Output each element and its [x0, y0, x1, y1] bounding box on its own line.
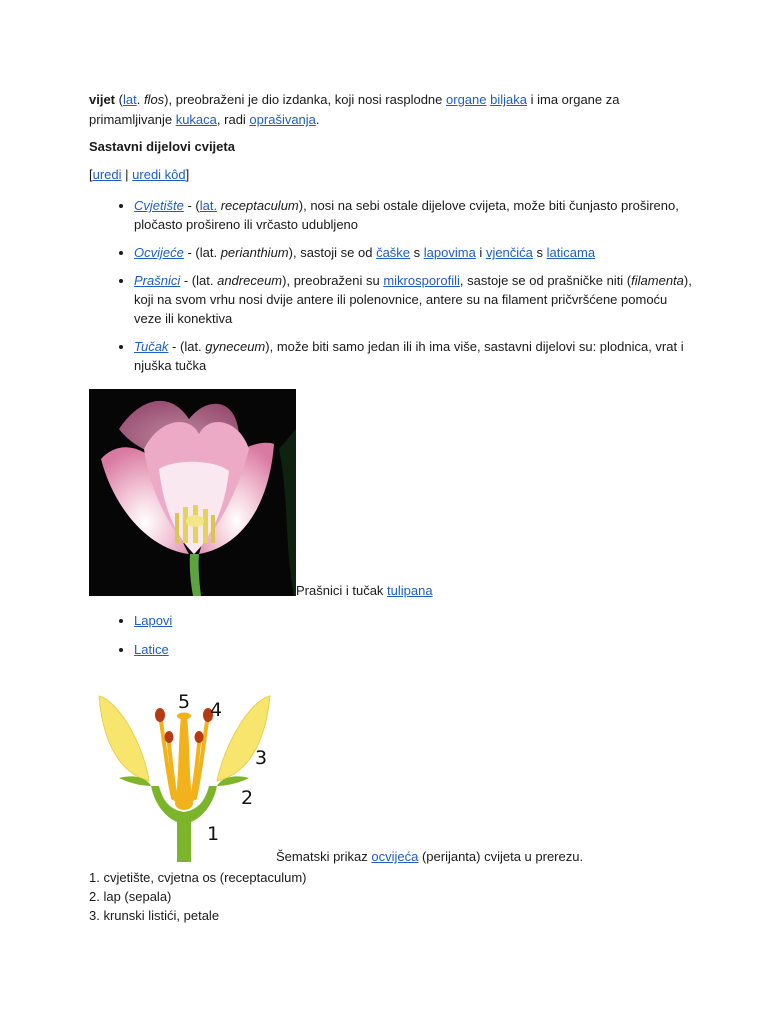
link-vjencica[interactable]: vjenčića [485, 245, 533, 260]
link-laticama[interactable]: laticama [546, 245, 596, 260]
anther [165, 731, 174, 743]
anther [195, 731, 204, 743]
link-lapovi[interactable]: Lapovi [134, 613, 173, 628]
sub-list [89, 611, 172, 669]
text-span: i ima organe za primamljivanje [89, 92, 620, 127]
diagram-legend [89, 868, 306, 925]
edit-link[interactable]: uredi [92, 167, 122, 182]
text-span: ), sastoji se od [288, 245, 377, 260]
text-span: ), preobraženi su [282, 273, 384, 288]
text-span: - ( [183, 198, 200, 213]
caption-text: Prašnici i tučak [296, 583, 388, 598]
link-organe[interactable]: organe [446, 92, 487, 107]
list-item [134, 271, 694, 328]
link-ocvijeca[interactable]: ocvijeća [371, 849, 419, 864]
link-text: Prašnici [134, 273, 181, 288]
intro-paragraph [89, 90, 649, 130]
link-lat[interactable]: lat. [199, 198, 218, 213]
separator: | [121, 167, 133, 182]
petal-left [99, 696, 149, 781]
link-lapovima[interactable]: lapovima [423, 245, 476, 260]
latin-word: filamenta [631, 273, 684, 288]
text-span: s [532, 245, 547, 260]
list-item [134, 196, 694, 234]
label-2: 2 [241, 787, 254, 809]
text-span: - (lat. [183, 245, 221, 260]
edit-links [89, 167, 189, 182]
link-tulipana[interactable]: tulipana [387, 583, 433, 598]
text-span: . [315, 112, 320, 127]
label-1: 1 [207, 823, 220, 845]
text-span: - (lat. [168, 339, 206, 354]
stigma [177, 713, 191, 720]
latin-word: andreceum [217, 273, 283, 288]
text-span: ), može biti samo jedan ili ih ima više, sastavni dijelovi su: plodnica, vrat i njuška tučka [134, 339, 684, 373]
bracket: [ [89, 167, 93, 182]
link-text: Tučak [134, 339, 169, 354]
anther [155, 708, 165, 722]
tulip-photo[interactable] [89, 389, 296, 596]
link-prasnici[interactable] [134, 273, 180, 288]
term-word: vijet [89, 92, 116, 107]
text-span: , radi [216, 112, 250, 127]
text-span: , sastoje se od prašničke niti ( [459, 273, 632, 288]
link-biljaka[interactable]: biljaka [490, 92, 527, 107]
diagram-caption [276, 849, 583, 864]
link-mikrosporofili[interactable]: mikrosporofili [383, 273, 460, 288]
text-span: ( [115, 92, 123, 107]
tulip-image [89, 389, 296, 596]
photo-caption [296, 583, 433, 598]
link-cvjetiste[interactable] [134, 198, 184, 213]
list-item [134, 611, 172, 630]
edit-source-link[interactable]: uredi kôd [132, 167, 186, 182]
link-latice[interactable]: Latice [134, 642, 169, 657]
latin-word: gyneceum [205, 339, 266, 354]
latin-word: flos [143, 92, 165, 107]
list-item [134, 243, 694, 262]
list-item [134, 337, 694, 375]
label-3: 3 [255, 747, 268, 769]
text-span: s [410, 245, 424, 260]
bracket: ] [185, 167, 190, 182]
link-oprasivanja[interactable]: oprašivanja [249, 112, 316, 127]
latin-word: perianthium [220, 245, 289, 260]
text-span: ), koji na svom vrhu nosi dvije antere ili polenovnice, antere su na filament pričvršćene pomoću veze ili konektiva [134, 273, 692, 326]
legend-item: 2. lap (sepala) [89, 889, 172, 904]
latin-word: receptaculum [220, 198, 299, 213]
link-text: Cvjetište [134, 198, 184, 213]
text-span: i [475, 245, 486, 260]
text-span: - (lat. [180, 273, 218, 288]
link-caske[interactable]: čaške [376, 245, 411, 260]
flower-diagram-svg [89, 686, 279, 864]
text-span: ), nosi na sebi ostale dijelove cvijeta, može biti čunjasto prošireno, pločasto prošireno ili vrčasto udubljeno [134, 198, 679, 232]
text-span: . [136, 92, 144, 107]
label-5: 5 [178, 691, 191, 713]
legend-item: 3. krunski listići, petale [89, 908, 220, 923]
link-lat[interactable]: lat [122, 92, 137, 107]
link-tucak[interactable] [134, 339, 168, 354]
link-ocvijece[interactable] [134, 245, 184, 260]
caption-text: (perijanta) cvijeta u prerezu. [418, 849, 584, 864]
link-text: Ocvijeće [134, 245, 184, 260]
legend-item: 1. cvjetište, cvjetna os (receptaculum) [89, 870, 307, 885]
caption-text: Šematski prikaz [276, 849, 372, 864]
text-span: ), preobraženi je dio izdanka, koji nosi rasplodne [164, 92, 447, 107]
label-4: 4 [210, 699, 223, 721]
link-kukaca[interactable]: kukaca [175, 112, 217, 127]
section-heading: Sastavni dijelovi cvijeta [89, 139, 235, 154]
parts-list [89, 196, 694, 384]
list-item [134, 640, 172, 659]
flower-diagram[interactable] [89, 686, 279, 864]
pistil [175, 716, 193, 810]
